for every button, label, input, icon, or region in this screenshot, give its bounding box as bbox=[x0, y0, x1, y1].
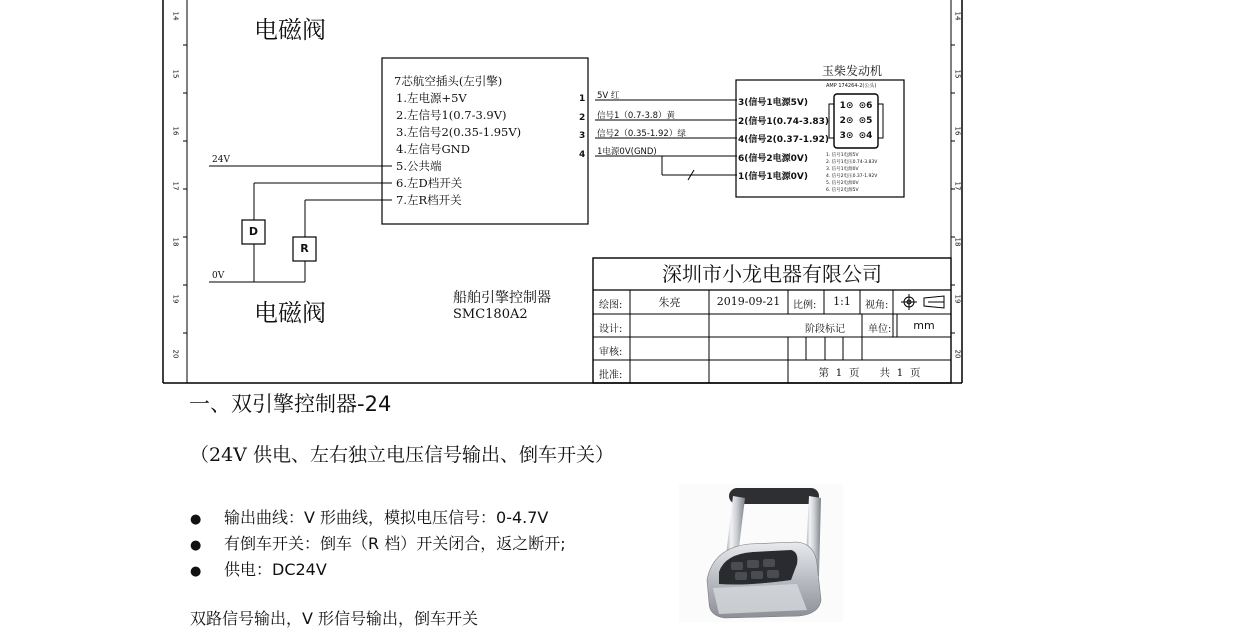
scale-value: 1:1 bbox=[833, 295, 851, 308]
page-count: 第 1 页 共 1 页 bbox=[818, 367, 921, 379]
stage-label: 阶段标记 bbox=[805, 324, 845, 335]
view-label: 视角: bbox=[865, 300, 889, 311]
connector-pin-line: 4.左信号GND bbox=[396, 142, 470, 156]
engine-pin: 3(信号1电源5V) bbox=[738, 98, 808, 108]
plug-pin: ⊙4 bbox=[858, 131, 873, 141]
drawn-name: 朱亮 bbox=[658, 296, 681, 309]
footer-text: 双路信号输出，V 形信号输出，倒车开关 bbox=[190, 609, 479, 628]
engine-note: 2. 信号1电压0.74-3.83V bbox=[826, 160, 878, 165]
zone-number: 18 bbox=[953, 237, 962, 247]
list-item bbox=[190, 506, 566, 532]
engine-note: 3. 信号1电源0V bbox=[826, 167, 859, 172]
drawn-label: 绘图: bbox=[599, 300, 623, 311]
engine-pin: 1(信号1电源0V) bbox=[738, 172, 808, 182]
wire-label: 信号2（0.35-1.92）绿 bbox=[597, 129, 686, 139]
review-label: 审核: bbox=[599, 347, 623, 358]
zone-number: 15 bbox=[953, 69, 962, 79]
plug-pin: 1⊙ bbox=[839, 101, 854, 111]
plug-pin: ⊙5 bbox=[858, 116, 873, 126]
bullet-icon: ● bbox=[190, 538, 202, 553]
connector-pin-line: 7.左R档开关 bbox=[396, 193, 462, 207]
projection-symbol-icon bbox=[901, 294, 944, 310]
right-border-zone-numbers bbox=[953, 0, 963, 383]
pin-number: 3 bbox=[579, 131, 586, 141]
scale-label: 比例: bbox=[793, 300, 817, 311]
zone-number: 14 bbox=[171, 11, 180, 21]
zone-number: 20 bbox=[953, 349, 962, 359]
zone-number: 17 bbox=[171, 181, 180, 191]
connector-pin-line: 3.左信号2(0.35-1.95V) bbox=[396, 125, 522, 139]
engine-pin: 4(信号2(0.37-1.92) bbox=[738, 135, 830, 145]
zone-number: 15 bbox=[171, 69, 180, 79]
zone-number: 18 bbox=[171, 237, 180, 247]
section-heading: 一、双引擎控制器-24 bbox=[189, 392, 392, 416]
left-border-zone-numbers bbox=[171, 0, 183, 383]
pin-number: 4 bbox=[579, 150, 586, 160]
design-label: 设计: bbox=[599, 324, 623, 335]
pin-number: 1 bbox=[579, 94, 586, 104]
list-item bbox=[190, 532, 566, 558]
bullet-icon: ● bbox=[190, 512, 202, 527]
connector-title: 7芯航空插头(左引擎) bbox=[394, 74, 503, 88]
zone-number: 16 bbox=[171, 126, 180, 136]
plug-pin-grid bbox=[837, 99, 875, 144]
product-name: 船舶引擎控制器 bbox=[453, 290, 551, 306]
wire-label: 1电源0V(GND) bbox=[597, 147, 657, 157]
wire-label: 信号1（0.7-3.8）黄 bbox=[597, 111, 676, 121]
unit-value: mm bbox=[913, 319, 935, 332]
feature-list bbox=[190, 506, 566, 584]
plug-pin: 2⊙ bbox=[839, 116, 854, 126]
plug-pin: 3⊙ bbox=[839, 131, 854, 141]
wire-label: 5V 红 bbox=[597, 91, 620, 101]
engine-pin-list bbox=[738, 94, 829, 187]
drawn-date: 2019-09-21 bbox=[716, 295, 781, 308]
zone-number: 19 bbox=[953, 294, 962, 304]
engine-connector-model: AMP 174264-2(公头) bbox=[826, 83, 877, 89]
engine-pin: 2(信号1(0.74-3.83) bbox=[738, 116, 830, 127]
approve-label: 批准: bbox=[599, 370, 623, 381]
solenoid-valve-label-top: 电磁阀 bbox=[254, 16, 326, 44]
section-subheading: （24V 供电、左右独立电压信号输出、倒车开关） bbox=[190, 444, 614, 466]
engine-title: 玉柴发动机 bbox=[822, 64, 883, 78]
unit-label: 单位: bbox=[868, 324, 892, 335]
list-item-text: 有倒车开关：倒车（R 档）开关闭合，返之断开; bbox=[224, 534, 566, 553]
zone-number: 14 bbox=[953, 11, 962, 21]
zone-number: 16 bbox=[953, 126, 962, 136]
engine-note: 6. 信号2电源5V bbox=[826, 188, 859, 193]
engine-pin-notes bbox=[826, 152, 877, 194]
engine-note: 5. 信号2电源0V bbox=[826, 181, 859, 186]
supply-24v-label: 24V bbox=[212, 155, 230, 165]
solenoid-valve-label-bottom: 电磁阀 bbox=[254, 299, 326, 327]
list-item-text: 输出曲线：V 形曲线，模拟电压信号：0-4.7V bbox=[224, 508, 549, 527]
connector-pin-line: 6.左D档开关 bbox=[396, 176, 463, 190]
engine-pin: 6(信号2电源0V) bbox=[738, 153, 808, 164]
company-name: 深圳市小龙电器有限公司 bbox=[662, 262, 882, 286]
plug-pin: ⊙6 bbox=[858, 101, 873, 111]
supply-0v-label: 0V bbox=[212, 271, 225, 281]
zone-number: 17 bbox=[953, 181, 962, 191]
connector-pin-line: 5.公共端 bbox=[396, 159, 442, 173]
pin-number: 2 bbox=[579, 113, 586, 123]
list-item-text: 供电：DC24V bbox=[224, 560, 327, 579]
zone-number: 20 bbox=[171, 349, 180, 359]
bullet-icon: ● bbox=[190, 564, 202, 579]
product-model: SMC180A2 bbox=[453, 307, 528, 322]
engine-note: 1. 信号1电源5V bbox=[826, 153, 859, 158]
switch-d: D bbox=[248, 225, 259, 238]
controller-product-photo bbox=[679, 484, 843, 622]
connector-description bbox=[394, 73, 521, 209]
zone-number: 19 bbox=[171, 294, 180, 304]
connector-pin-line: 2.左信号1(0.7-3.9V) bbox=[396, 108, 507, 122]
engine-note: 4. 信号2电压0.37-1.92V bbox=[826, 174, 878, 179]
list-item bbox=[190, 558, 566, 584]
connector-pin-line: 1.左电源+5V bbox=[396, 91, 467, 105]
switch-r: R bbox=[300, 242, 309, 255]
